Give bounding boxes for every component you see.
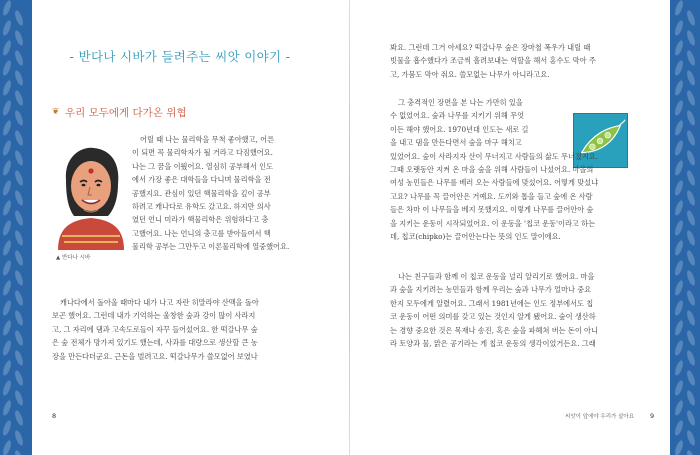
edge-dash xyxy=(1,99,12,116)
edge-dash xyxy=(685,269,696,286)
edge-dash xyxy=(673,419,684,436)
edge-dash xyxy=(673,139,684,156)
left-page xyxy=(32,0,349,455)
edge-dash xyxy=(673,0,684,17)
text-line: 들은 차마 이 나무들을 베지 못했지요. 이렇게 나무를 끌어안아 숲 xyxy=(390,205,594,215)
edge-dash xyxy=(673,59,684,76)
edge-dash xyxy=(673,39,684,56)
edge-dash xyxy=(685,49,696,66)
edge-dash xyxy=(13,69,24,86)
text-line: 캐나다에서 돌아올 때마다 내가 나고 자란 히말라야 산맥을 돌아 xyxy=(60,298,259,307)
edge-dash xyxy=(13,89,24,106)
edge-dash xyxy=(13,209,24,226)
edge-dash xyxy=(673,199,684,216)
text-line: 하려고 캐나다로 유학도 갔고요. 하지만 의사 xyxy=(132,202,271,212)
right-paragraph-3 xyxy=(390,270,660,350)
edge-dash xyxy=(685,309,696,326)
edge-dash xyxy=(685,409,696,426)
edge-dash xyxy=(13,29,24,46)
edge-dash xyxy=(685,429,696,446)
edge-dash xyxy=(673,259,684,276)
text-line: 과 숲을 지키려는 농민들과 함께 우리는 숲과 나무가 얼마나 중요 xyxy=(390,285,592,295)
edge-dash xyxy=(673,19,684,36)
edge-dash xyxy=(1,219,12,236)
edge-dash xyxy=(1,59,12,76)
edge-dash xyxy=(1,159,12,176)
text-line: 이 되면 꼭 물리학자가 될 거라고 다짐했어요. xyxy=(132,148,273,158)
edge-dash xyxy=(1,199,12,216)
edge-dash xyxy=(673,439,684,455)
edge-dash xyxy=(673,99,684,116)
text-line: 은 숲 전체가 망가져 있기도 했는데, 사과를 대량으로 생산할 큰 농 xyxy=(52,338,258,348)
edge-dash xyxy=(685,449,696,455)
edge-dash xyxy=(685,89,696,106)
edge-dash xyxy=(13,389,24,406)
leaf-icon: ❦ xyxy=(52,107,60,117)
edge-dash xyxy=(1,139,12,156)
chapter-title: - 반다나 시바가 들려주는 씨앗 이야기 - xyxy=(69,49,291,64)
edge-dash xyxy=(685,229,696,246)
edge-dash xyxy=(1,439,12,455)
text-line: 는 경향 중요한 것은 목재나 송진, 혹은 숲을 파헤쳐 버는 돈이 아니 xyxy=(390,325,598,335)
text-line: 이든 해야 했어요. 1970년대 인도는 새로 길 xyxy=(390,124,529,134)
text-line: 나는 그 꿈을 이뤘어요. 열심히 공부해서 인도 xyxy=(132,161,273,171)
left-edge-pattern xyxy=(0,0,32,455)
edge-dash xyxy=(685,329,696,346)
edge-dash xyxy=(673,319,684,336)
edge-dash xyxy=(13,309,24,326)
text-line: 그때 오랫동안 지켜 온 마을 숲을 위해 사람들이 나섰어요. 마을의 xyxy=(390,165,594,175)
text-line: 나는 친구들과 함께 이 칩코 운동을 널리 알리기로 했어요. 마을 xyxy=(398,272,595,281)
right-page xyxy=(350,0,670,455)
text-line: 그 충격적인 장면을 본 나는 가만히 있을 xyxy=(398,98,523,107)
edge-dash xyxy=(1,179,12,196)
edge-dash xyxy=(673,299,684,316)
edge-dash xyxy=(13,9,24,26)
text-line: 에서 가장 좋은 대학들을 다니며 물리학을 전 xyxy=(132,175,271,185)
edge-dash xyxy=(685,369,696,386)
edge-dash xyxy=(1,359,12,376)
text-line: 빗물을 흡수했다가 조금씩 흘려보내는 역할을 해서 홍수도 막아 주 xyxy=(390,56,596,66)
portrait-illustration xyxy=(52,140,130,250)
edge-dash xyxy=(1,319,12,336)
edge-dash xyxy=(685,389,696,406)
edge-dash xyxy=(13,229,24,246)
page-number-right: 9 xyxy=(650,412,655,420)
text-line: 고, 가뭄도 막아 줘요. 쓸모없는 나무가 아니라고요. xyxy=(390,69,550,79)
section-heading-text: 우리 모두에게 다가온 위협 xyxy=(65,107,187,119)
text-line: 고했어요. 나는 언니의 충고를 받아들여서 핵 xyxy=(132,228,271,238)
text-line: 였던 언니 미라가 핵물리학은 위험하다고 충 xyxy=(132,215,269,225)
edge-dash xyxy=(13,49,24,66)
edge-dash xyxy=(673,279,684,296)
edge-dash xyxy=(673,159,684,176)
edge-dash xyxy=(1,339,12,356)
edge-dash xyxy=(685,29,696,46)
edge-dash xyxy=(685,209,696,226)
edge-dash xyxy=(1,119,12,136)
text-line: 라 토양과 물, 맑은 공기라는 게 칩코 운동의 생각이었거든요. 그래 xyxy=(390,339,596,349)
edge-dash xyxy=(685,189,696,206)
edge-dash xyxy=(13,169,24,186)
edge-dash xyxy=(1,299,12,316)
edge-dash xyxy=(673,79,684,96)
edge-dash xyxy=(673,239,684,256)
text-line: 물리학 공부는 그만두고 이론물리학에 열중했어요. xyxy=(132,242,290,252)
edge-dash xyxy=(13,289,24,306)
text-line: 보곤 했어요. 그런데 내가 기억하는 울창한 숲과 강이 많이 사라지 xyxy=(52,311,256,321)
text-line: 수 없었어요. 숲과 나무를 지키기 위해 무엇 xyxy=(390,111,525,121)
edge-dash xyxy=(685,349,696,366)
edge-dash xyxy=(673,399,684,416)
text-line: 을 지키는 운동이 시작되었어요. 이 운동을 '칩코 운동'이라고 하는 xyxy=(390,218,596,228)
edge-dash xyxy=(673,219,684,236)
right-edge-pattern xyxy=(670,0,700,455)
section-heading xyxy=(52,105,187,120)
edge-dash xyxy=(685,9,696,26)
text-line: 한지 모두에게 알렸어요. 그래서 1981년에는 인도 정부에서도 칩 xyxy=(390,298,594,308)
edge-dash xyxy=(685,69,696,86)
edge-dash xyxy=(13,109,24,126)
edge-dash xyxy=(13,429,24,446)
edge-dash xyxy=(13,189,24,206)
edge-dash xyxy=(673,379,684,396)
portrait-caption: ▲ 반다나 시바 xyxy=(56,255,91,261)
edge-dash xyxy=(1,239,12,256)
edge-dash xyxy=(1,399,12,416)
edge-dash xyxy=(13,129,24,146)
edge-dash xyxy=(673,119,684,136)
text-line: 장을 만든다더군요. 근돈을 벌려고요. 떡갈나무가 쓸모없어 보였나 xyxy=(52,351,258,361)
text-line: 코 운동이 어떤 의미를 갖고 있는 것인지 알게 됐어요. 숲이 생산하 xyxy=(390,312,596,322)
edge-dash xyxy=(685,149,696,166)
edge-dash xyxy=(13,149,24,166)
edge-dash xyxy=(685,289,696,306)
text-line: 공했지요. 관심이 있던 핵물리학을 깊이 공부 xyxy=(132,188,271,198)
edge-dash xyxy=(1,0,12,17)
right-paragraph-2 xyxy=(390,96,660,243)
edge-dash xyxy=(1,279,12,296)
text-line: 있었어요. 숲이 사라지자 산이 무너지고 사람들의 삶도 무너졌지요. xyxy=(390,151,599,161)
edge-dash xyxy=(13,409,24,426)
edge-dash xyxy=(1,379,12,396)
edge-dash xyxy=(1,39,12,56)
edge-dash xyxy=(13,249,24,266)
edge-dash xyxy=(13,349,24,366)
edge-dash xyxy=(1,79,12,96)
edge-dash xyxy=(13,369,24,386)
edge-dash xyxy=(685,249,696,266)
text-line: 여성 농민들은 나무를 베러 오는 사람들에 맞섰어요. 어떻게 맞섰냐 xyxy=(390,178,599,188)
edge-dash xyxy=(673,179,684,196)
page-number-left: 8 xyxy=(52,412,57,420)
edge-dash xyxy=(673,359,684,376)
edge-dash xyxy=(685,169,696,186)
left-paragraph-2 xyxy=(52,296,322,363)
text-line: 어릴 때 나는 물리학을 무척 좋아했고, 어른 xyxy=(140,135,275,144)
edge-dash xyxy=(1,419,12,436)
text-line: 을 내고 댐을 만든다면서 숲을 마구 해치고 xyxy=(390,138,522,148)
text-line: 봐요. 그런데 그거 아세요? 떡갈나무 숲은 장마철 폭우가 내릴 때 xyxy=(390,43,591,52)
text-line: 고요? 나무를 꼭 끌어안은 거예요. 도끼와 톱을 들고 숲에 온 사람 xyxy=(390,191,593,201)
right-paragraph-1 xyxy=(390,41,660,81)
text-line: 고, 그 자리에 댐과 고속도로들이 자꾸 들어섰어요. 한 떡갈나무 숲 xyxy=(52,324,258,334)
edge-dash xyxy=(673,339,684,356)
edge-dash xyxy=(13,269,24,286)
edge-dash xyxy=(1,259,12,276)
edge-dash xyxy=(13,329,24,346)
edge-dash xyxy=(13,449,24,455)
edge-dash xyxy=(1,19,12,36)
text-line: 데, 칩코(chipko)는 끌어안는다는 뜻의 인도 말이에요. xyxy=(390,232,561,242)
edge-dash xyxy=(685,129,696,146)
left-paragraph-1 xyxy=(132,133,322,254)
running-head: 씨앗이 앞에야 우리가 살아요 xyxy=(565,414,635,420)
edge-dash xyxy=(685,109,696,126)
